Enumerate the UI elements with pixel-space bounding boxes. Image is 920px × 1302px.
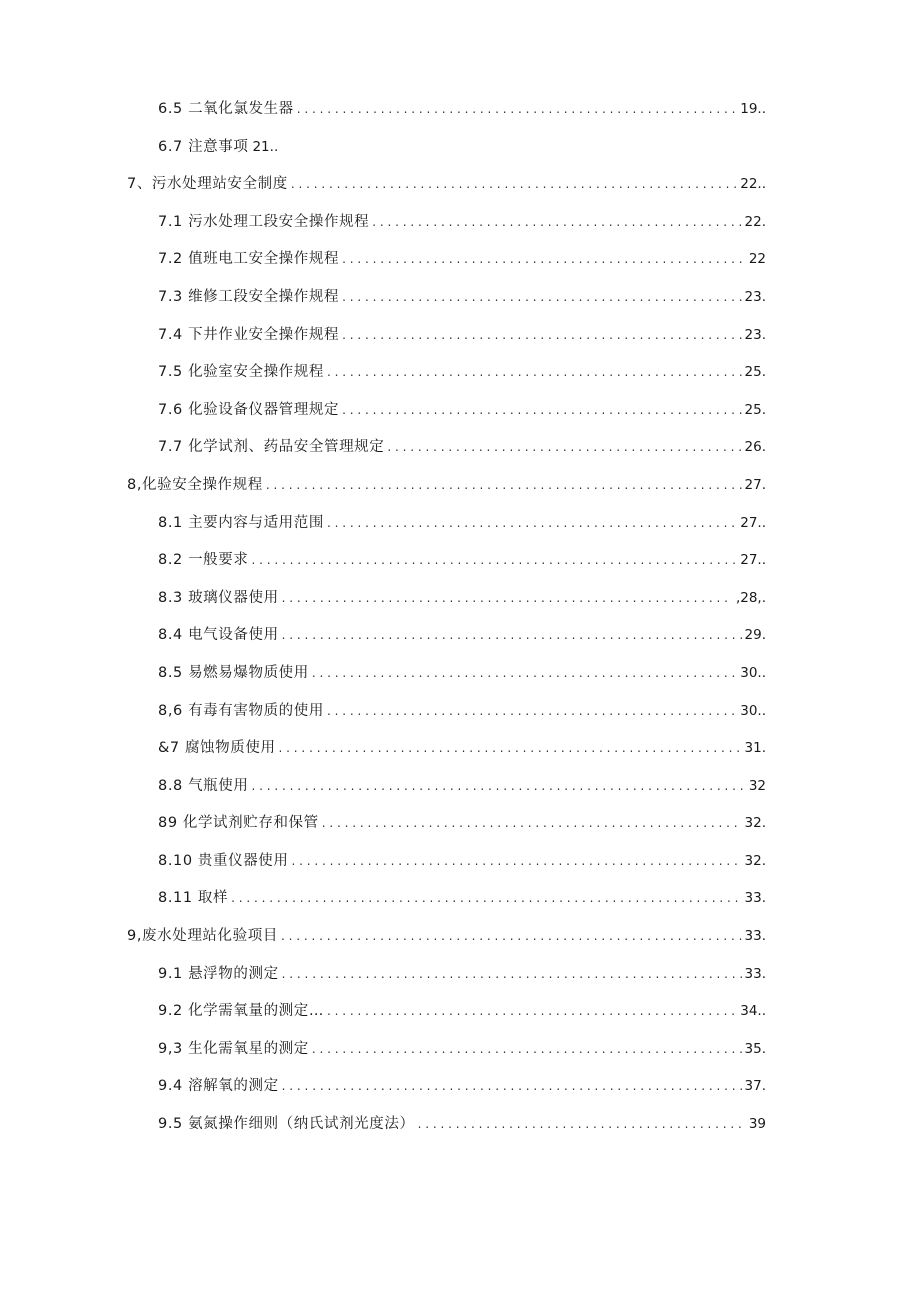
toc-dot-leader	[281, 921, 742, 951]
toc-entry-label: &7 腐蚀物质使用	[158, 740, 276, 757]
toc-page-number: 37.	[744, 1078, 766, 1095]
toc-entry[interactable]	[0, 1109, 920, 1147]
toc-entry-label: 7.1 污水处理工段安全操作规程	[158, 213, 370, 230]
toc-page-number: 25.	[744, 401, 766, 418]
toc-entry-label: 8.11 取样	[158, 890, 229, 907]
toc-dot-leader	[291, 169, 737, 199]
toc-dot-leader	[251, 771, 745, 801]
toc-entry[interactable]	[0, 282, 920, 320]
toc-page-number: 27.	[744, 476, 766, 493]
toc-page-number: ,28,.	[735, 589, 766, 606]
toc-page-number: 39	[748, 1116, 766, 1133]
toc-page-number: 32.	[744, 815, 766, 832]
toc-dot-leader	[342, 320, 741, 350]
toc-page-number: 31.	[744, 740, 766, 757]
toc-entry-label: 7.7 化学试剂、药品安全管理规定	[158, 439, 385, 456]
toc-entry-label: 9.4 溶解氧的测定	[158, 1078, 279, 1095]
toc-entry-label: 8,6 有毒有害物质的使用	[158, 702, 324, 719]
toc-entry-label: 8.10 贵重仪器使用	[158, 852, 289, 869]
toc-dot-leader	[292, 846, 742, 876]
toc-dot-leader	[372, 207, 741, 237]
toc-entry-label: 8.8 气瓶使用	[158, 777, 249, 794]
toc-entry-label: 9,废水处理站化验项目	[127, 928, 278, 945]
toc-dot-leader	[279, 733, 742, 763]
toc-dot-leader	[327, 357, 742, 387]
toc-page-number: 34..	[740, 1003, 766, 1020]
toc-page-number: 30..	[740, 664, 766, 681]
toc-entry-label: 9.5 氨氮操作细则（纳氏试剂光度法）	[158, 1116, 415, 1133]
toc-page-number: 22	[748, 251, 766, 268]
toc-entry[interactable]	[0, 959, 920, 997]
toc-entry-label: 8.4 电气设备使用	[158, 627, 279, 644]
toc-entry[interactable]	[0, 883, 920, 921]
toc-page-number: 29.	[744, 627, 766, 644]
toc-entry[interactable]	[0, 357, 920, 395]
toc-entry[interactable]	[0, 207, 920, 245]
toc-entry-label: 9.1 悬浮物的测定	[158, 965, 279, 982]
toc-dot-leader	[251, 545, 737, 575]
toc-entry-label: 7、污水处理站安全制度	[127, 176, 288, 193]
toc-entry[interactable]	[0, 545, 920, 583]
toc-entry[interactable]	[0, 169, 920, 207]
toc-entry-label: 6.5 二氧化氯发生器	[158, 101, 294, 117]
toc-page-number: 22..	[740, 176, 766, 193]
toc-entry-label: 9,3 生化需氧星的测定	[158, 1040, 309, 1057]
toc-entry[interactable]	[0, 94, 920, 132]
toc-entry[interactable]	[0, 771, 920, 809]
toc-entry[interactable]	[0, 733, 920, 771]
toc-entry[interactable]	[0, 508, 920, 546]
toc-entry-label: 7.6 化验设备仪器管理规定	[158, 401, 340, 418]
toc-dot-leader	[418, 1109, 746, 1139]
toc-dot-leader	[327, 696, 737, 726]
toc-dot-leader	[312, 1034, 742, 1064]
toc-entry-label: 8.1 主要内容与适用范围	[158, 514, 324, 531]
toc-page-number: 35.	[744, 1040, 766, 1057]
toc-entry[interactable]	[0, 1034, 920, 1072]
toc-entry[interactable]	[0, 846, 920, 884]
toc-entry[interactable]	[0, 395, 920, 433]
toc-dot-leader	[387, 432, 741, 462]
toc-dot-leader	[282, 959, 742, 989]
toc-dot-leader	[312, 658, 737, 688]
toc-entry-label: 9.2 化学需氧量的测定…	[158, 1003, 324, 1020]
toc-entry-label: 8.2 一般要求	[158, 552, 249, 569]
toc-page-number: 22.	[744, 213, 766, 230]
toc-entry-label: 8.5 易燃易爆物质使用	[158, 664, 309, 681]
toc-entry-label: 7.2 值班电工安全操作规程	[158, 251, 340, 268]
toc-dot-leader	[231, 883, 741, 913]
toc-dot-leader	[327, 508, 737, 538]
toc-entry-label: 8.3 玻璃仪器使用	[158, 589, 279, 606]
toc-entry-label: 7.3 维修工段安全操作规程	[158, 288, 340, 305]
toc-entry[interactable]	[0, 583, 920, 621]
toc-entry-label: 7.4 下井作业安全操作规程	[158, 326, 340, 343]
toc-dot-leader	[266, 470, 742, 500]
toc-page-number: 19..	[740, 101, 766, 117]
toc-dot-leader	[282, 620, 742, 650]
toc-page-number: 27..	[740, 552, 766, 569]
toc-page-number: 33.	[744, 890, 766, 907]
toc-entry[interactable]	[0, 921, 920, 959]
toc-page-number: 32.	[744, 852, 766, 869]
toc-page-number: 21..	[252, 138, 279, 155]
toc-page-number: 32	[748, 777, 766, 794]
toc-dot-leader	[342, 282, 741, 312]
toc-entry[interactable]	[0, 808, 920, 846]
toc-page-number: 33.	[744, 965, 766, 982]
toc-page-number: 26.	[744, 439, 766, 456]
toc-dot-leader	[322, 808, 742, 838]
toc-entry[interactable]	[0, 696, 920, 734]
table-of-contents	[0, 94, 920, 1147]
toc-entry[interactable]	[0, 658, 920, 696]
toc-entry-label: 89 化学试剂贮存和保管	[158, 815, 319, 832]
toc-page-number: 30..	[740, 702, 766, 719]
toc-entry-label: 8,化验安全操作规程	[127, 476, 263, 493]
toc-page-number: 23.	[744, 326, 766, 343]
toc-dot-leader	[342, 244, 746, 274]
toc-page-number: 23.	[744, 288, 766, 305]
toc-entry-label: 6.7 注意事项	[158, 138, 249, 155]
toc-page-number: 33.	[744, 928, 766, 945]
toc-dot-leader	[327, 996, 737, 1026]
toc-page-number: 27..	[740, 514, 766, 531]
toc-entry[interactable]	[0, 132, 920, 170]
toc-entry[interactable]	[0, 1071, 920, 1109]
toc-entry-label: 7.5 化验室安全操作规程	[158, 364, 324, 381]
toc-dot-leader	[282, 1071, 742, 1101]
toc-dot-leader	[297, 94, 737, 124]
toc-dot-leader	[282, 583, 733, 613]
toc-entry[interactable]	[0, 470, 920, 508]
toc-dot-leader	[342, 395, 741, 425]
toc-entry[interactable]	[0, 244, 920, 282]
toc-entry[interactable]	[0, 996, 920, 1034]
toc-entry[interactable]	[0, 432, 920, 470]
toc-page-number: 25.	[744, 364, 766, 381]
toc-entry[interactable]	[0, 620, 920, 658]
toc-entry[interactable]	[0, 320, 920, 358]
